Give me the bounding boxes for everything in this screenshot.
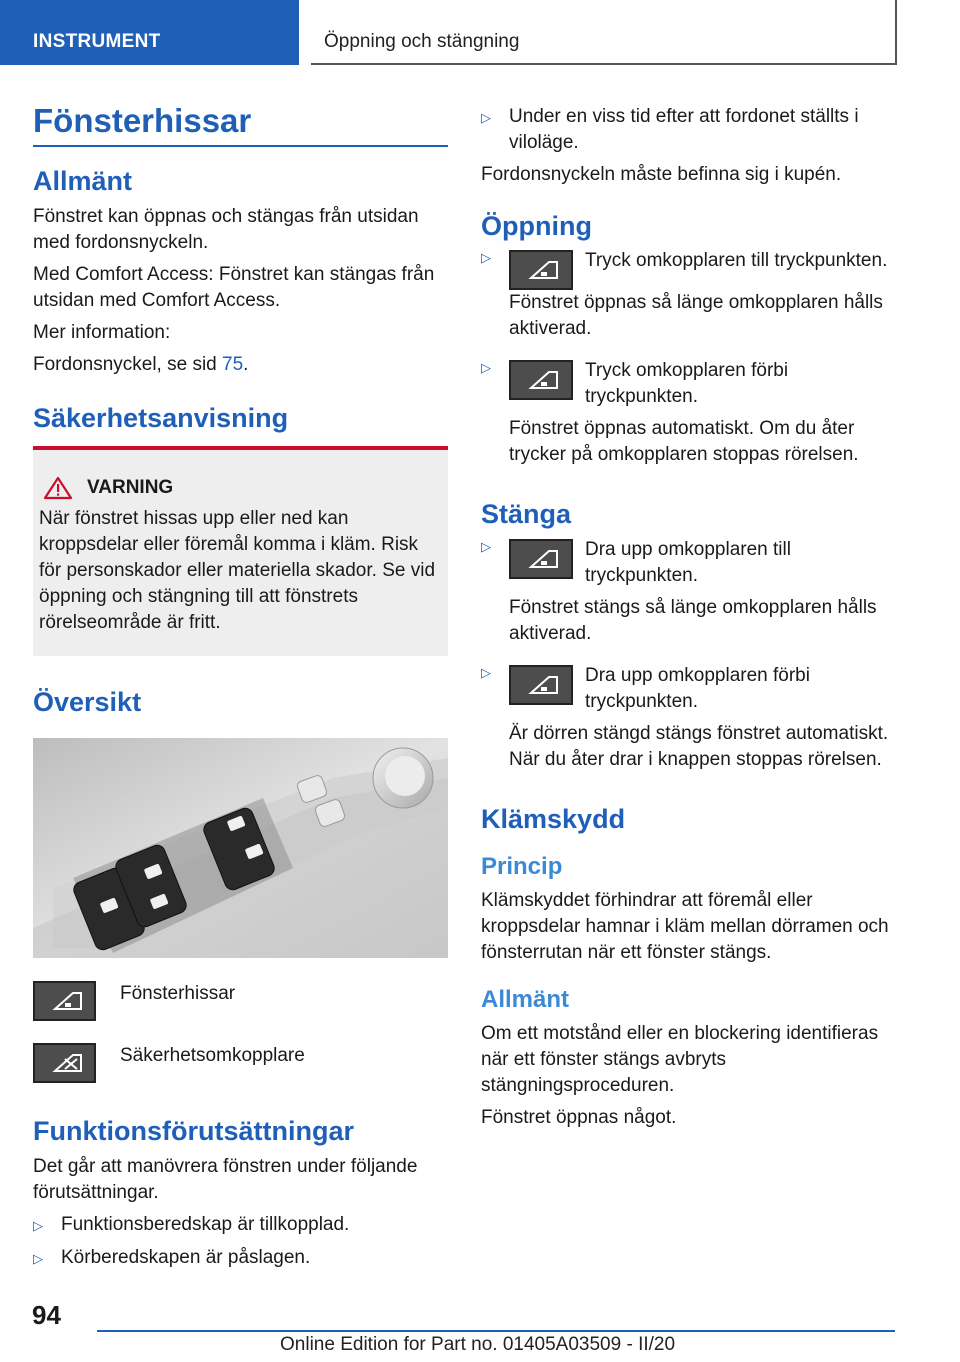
legend-label: Säkerhetsomkopplare <box>120 1045 305 1067</box>
result-text: Fönstret öppnas så länge omkopplaren hålls aktiverad. <box>509 292 883 340</box>
triangle-bullet-icon: ▷ <box>33 1250 43 1266</box>
header-chapter <box>311 0 897 65</box>
safety-switch-icon <box>33 1043 96 1083</box>
heading-allmant-2: Allmänt <box>481 985 570 1013</box>
action-text: Dra upp omkopplaren förbi tryckpunkten. <box>585 664 810 712</box>
page-link[interactable]: 75 <box>222 353 244 375</box>
triangle-bullet-icon: ▷ <box>33 1217 43 1233</box>
warning-box <box>33 446 448 656</box>
list-item <box>481 358 896 474</box>
warning-header <box>33 476 436 500</box>
window-switch-icon <box>509 360 573 400</box>
window-switch-icon <box>33 981 96 1021</box>
triangle-bullet-icon: ▷ <box>481 664 491 680</box>
triangle-bullet-icon: ▷ <box>481 360 491 376</box>
result-text: Är dörren stängd stängs fönstret automatiskt. När du åter drar i knappen stoppas rörelsen. <box>509 722 889 770</box>
legend-label: Fönsterhissar <box>120 983 236 1005</box>
triangle-bullet-icon: ▷ <box>481 538 491 554</box>
heading-oversikt: Översikt <box>33 687 142 718</box>
triangle-bullet-icon: ▷ <box>481 110 491 125</box>
warning-text: När fönstret hissas upp eller ned kan kroppsdelar eller föremål komma i kläm. Risk för personskador eller materiella skador. Se vid öppning och stängning till att fönstrets rörelseområde är fritt. <box>39 508 436 634</box>
footer-rule <box>97 1330 895 1332</box>
triangle-bullet-icon: ▷ <box>481 250 491 266</box>
warning-label: VARNING <box>87 477 174 499</box>
heading-allmant: Allmänt <box>33 166 133 197</box>
warning-triangle-icon <box>43 476 73 500</box>
result-text: Fönstret öppnas automatiskt. Om du åter trycker på omkopplaren stoppas rörelsen. <box>509 418 859 466</box>
window-switch-icon <box>509 539 573 579</box>
result-text: Fönstret stängs så länge omkopplaren hålls aktiverad. <box>509 596 877 644</box>
heading-sakerhet: Säkerhetsanvisning <box>33 402 289 433</box>
legend-row <box>33 1043 448 1095</box>
heading-klamskydd: Klämskydd <box>481 803 626 834</box>
legend-row <box>33 981 448 1033</box>
list-item-text: Under en viss tid efter att fordonet ställts i viloläge. <box>509 106 859 153</box>
list-item <box>481 104 896 156</box>
paragraph: Det går att manövrera fönstren under följande förutsättningar. <box>33 1155 418 1203</box>
header-chapter-label: Öppning och stängning <box>324 31 520 52</box>
list-item <box>481 537 896 653</box>
paragraph: Mer information: <box>33 321 171 343</box>
list-item-text: Funktionsberedskap är tillkopplad. <box>61 1213 350 1235</box>
paragraph: Fönstret kan öppnas och stängas från utsidan med fordonsnyckeln. <box>33 205 419 253</box>
header-section-tab <box>0 0 299 65</box>
heading-oppning: Öppning <box>481 211 592 241</box>
window-switch-icon <box>509 250 573 290</box>
title-rule <box>33 145 448 147</box>
header-section-label: INSTRUMENT <box>33 31 161 52</box>
page-title: Fönsterhissar <box>33 102 252 139</box>
page-number: 94 <box>32 1300 61 1330</box>
heading-stanga: Stänga <box>481 499 572 530</box>
list-item <box>33 1212 448 1239</box>
list-item <box>481 663 896 779</box>
list-item-text: Körberedskapen är påslagen. <box>61 1246 311 1268</box>
reference-suffix: . <box>243 353 249 375</box>
right-column <box>481 104 896 1137</box>
paragraph: Om ett motstånd eller en blockering identifieras när ett fönster stängs avbryts stängningsproceduren. <box>481 1022 879 1096</box>
action-text: Dra upp omkopplaren till tryckpunkten. <box>585 538 791 586</box>
window-switch-icon <box>509 665 573 705</box>
list-item <box>33 1245 448 1272</box>
left-column <box>33 100 448 1278</box>
paragraph: Fordonsnyckeln måste befinna sig i kupén. <box>481 164 842 185</box>
action-text: Tryck omkopplaren förbi tryckpunkten. <box>585 360 789 408</box>
action-text: Tryck omkopplaren till tryckpunkten. <box>585 250 888 272</box>
heading-princip: Princip <box>481 853 563 881</box>
paragraph: Klämskyddet förhindrar att föremål eller kroppsdelar hamnar i kläm mellan dörramen och fönsterrutan när ett fönster stängs. <box>481 889 889 963</box>
reference-text: Fordonsnyckel, se sid <box>33 353 223 375</box>
paragraph: Fönstret öppnas något. <box>481 1106 677 1128</box>
paragraph-reference <box>33 352 448 378</box>
window-switch-panel-photo <box>33 738 448 958</box>
footer-edition: Online Edition for Part no. 01405A03509 - II/20 <box>280 1334 676 1355</box>
paragraph: Med Comfort Access: Fönstret kan stängas från utsidan med Comfort Access. <box>33 263 435 311</box>
list-item <box>481 248 896 348</box>
heading-funktion: Funktionsförutsättningar <box>33 1116 354 1147</box>
